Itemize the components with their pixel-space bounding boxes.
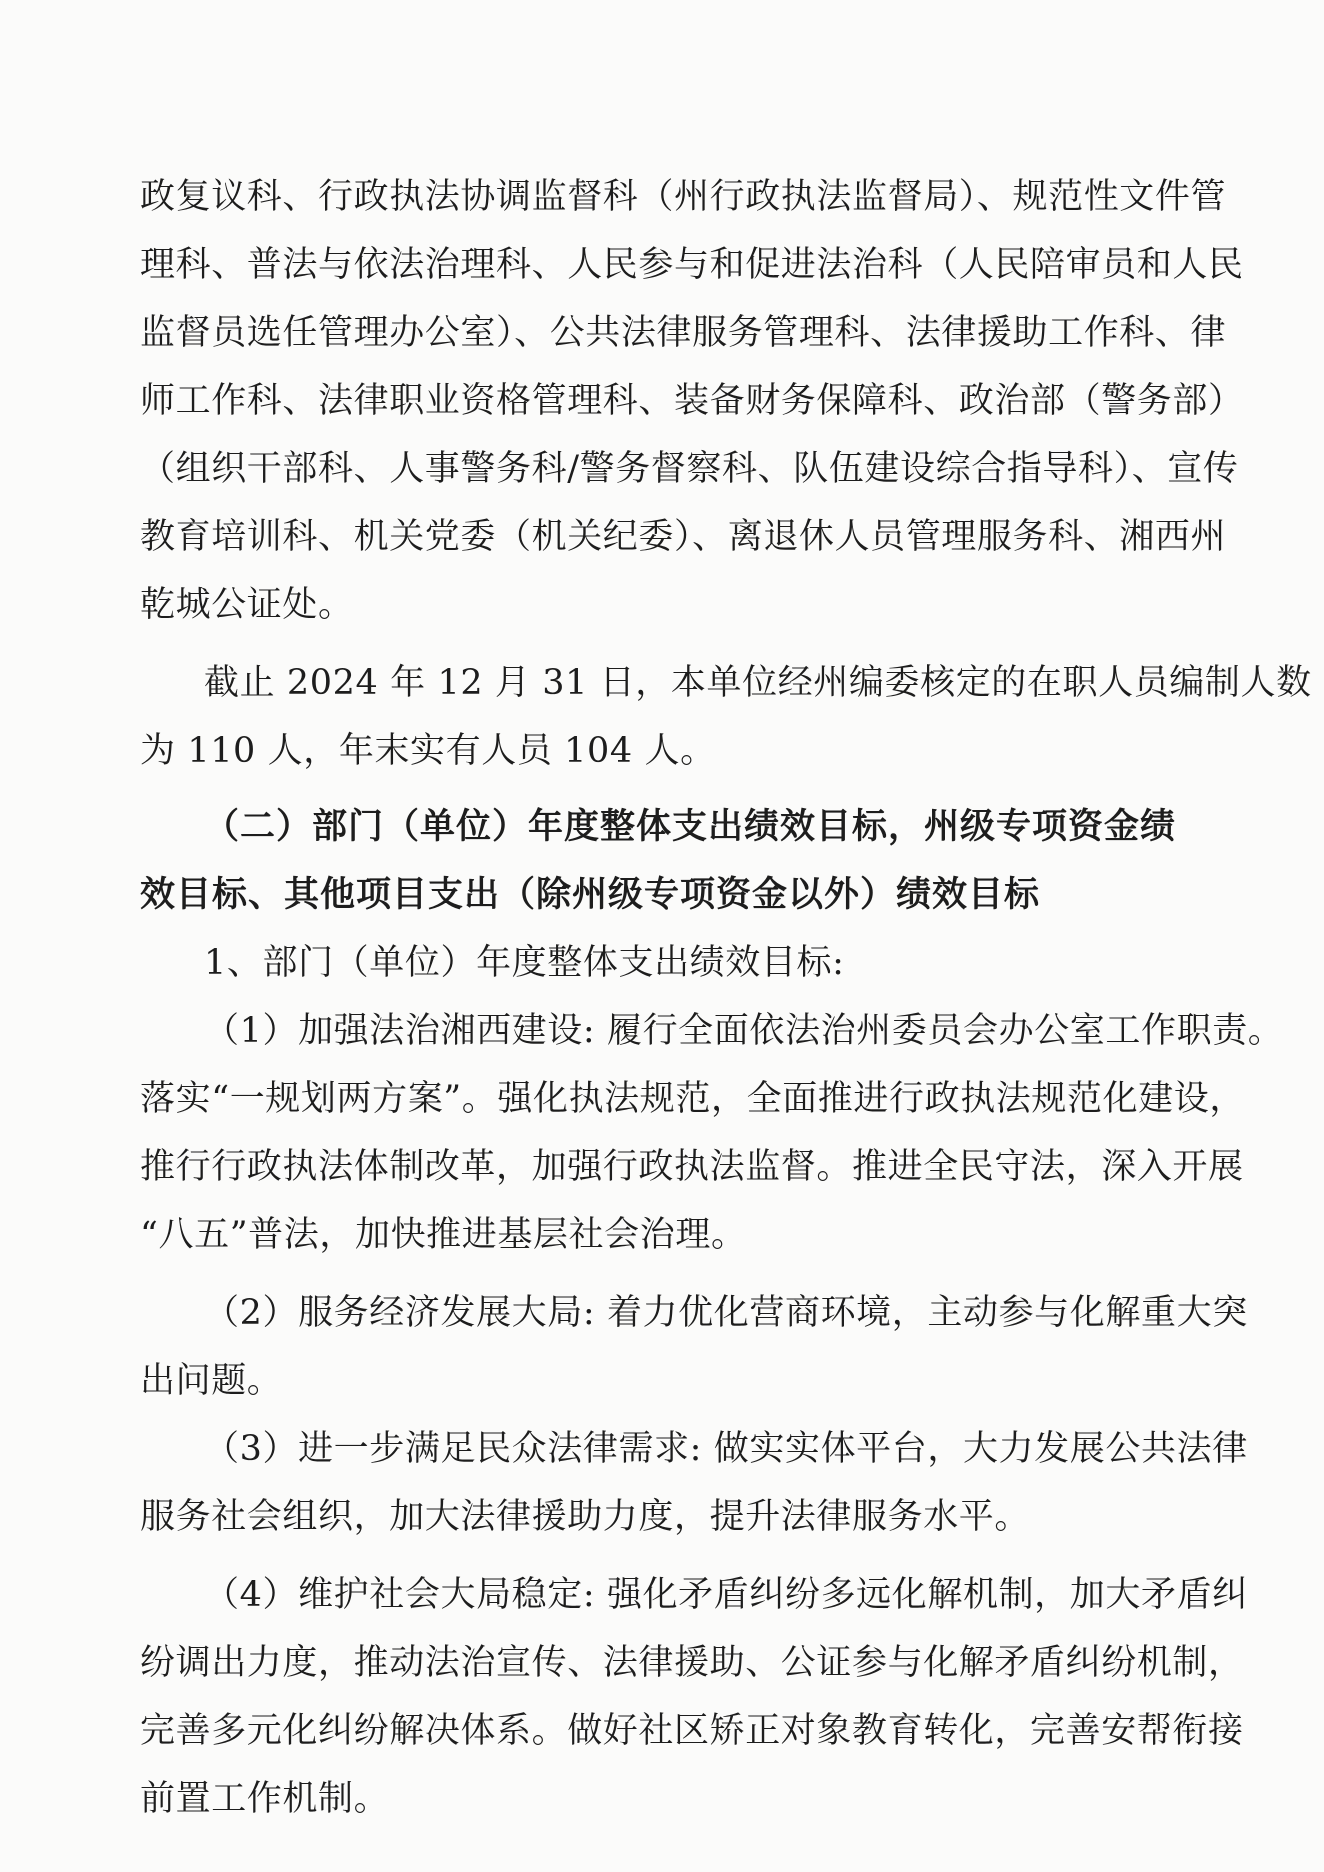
body-text-line: 理科、普法与依法治理科、人民参与和促进法治科（人民陪审员和人民 [140, 245, 1244, 285]
body-text-line: 为 110 人，年末实有人员 104 人。 [140, 731, 716, 771]
section-heading-line: （二）部门（单位）年度整体支出绩效目标，州级专项资金绩 [204, 807, 1177, 847]
body-text-line: 落实“一规划两方案”。强化执法规范，全面推进行政执法规范化建设， [140, 1079, 1245, 1119]
body-text-line: （4）维护社会大局稳定: 强化矛盾纠纷多远化解机制，加大矛盾纠 [204, 1575, 1248, 1615]
body-text-line: 前置工作机制。 [140, 1779, 390, 1819]
body-text-line: “八五”普法，加快推进基层社会治理。 [140, 1215, 747, 1255]
body-text-line: 乾城公证处。 [140, 585, 354, 625]
body-text-line: 出问题。 [140, 1361, 283, 1401]
body-text-line: （2）服务经济发展大局: 着力优化营商环境，主动参与化解重大突 [204, 1293, 1248, 1333]
body-text-line: 教育培训科、机关党委（机关纪委）、离退休人员管理服务科、湘西州 [140, 517, 1227, 557]
body-text-line: （组织干部科、人事警务科/警务督察科、队伍建设综合指导科）、宣传 [140, 449, 1239, 489]
body-text-line: 监督员选任管理办公室）、公共法律服务管理科、法律援助工作科、律 [140, 313, 1227, 353]
section-heading-line: 效目标、其他项目支出（除州级专项资金以外）绩效目标 [140, 875, 1041, 915]
body-text-line: 推行行政执法体制改革，加强行政执法监督。推进全民守法，深入开展 [140, 1147, 1244, 1187]
body-text-line: （1）加强法治湘西建设: 履行全面依法治州委员会办公室工作职责。 [204, 1011, 1284, 1051]
body-text-line: 完善多元化纠纷解决体系。做好社区矫正对象教育转化，完善安帮衔接 [140, 1711, 1244, 1751]
body-text-line: 政复议科、行政执法协调监督科（州行政执法监督局）、规范性文件管 [140, 177, 1227, 217]
body-text-line: （3）进一步满足民众法律需求: 做实实体平台，大力发展公共法律 [204, 1429, 1248, 1469]
body-text-line: 服务社会组织，加大法律援助力度，提升法律服务水平。 [140, 1497, 1031, 1537]
subsection-title: 1、部门（单位）年度整体支出绩效目标: [204, 943, 845, 983]
body-text-line: 纷调出力度，推动法治宣传、法律援助、公证参与化解矛盾纠纷机制， [140, 1643, 1244, 1683]
body-text-line: 截止 2024 年 12 月 31 日，本单位经州编委核定的在职人员编制人数 [204, 663, 1312, 703]
body-text-line: 师工作科、法律职业资格管理科、装备财务保障科、政治部（警务部） [140, 381, 1244, 421]
